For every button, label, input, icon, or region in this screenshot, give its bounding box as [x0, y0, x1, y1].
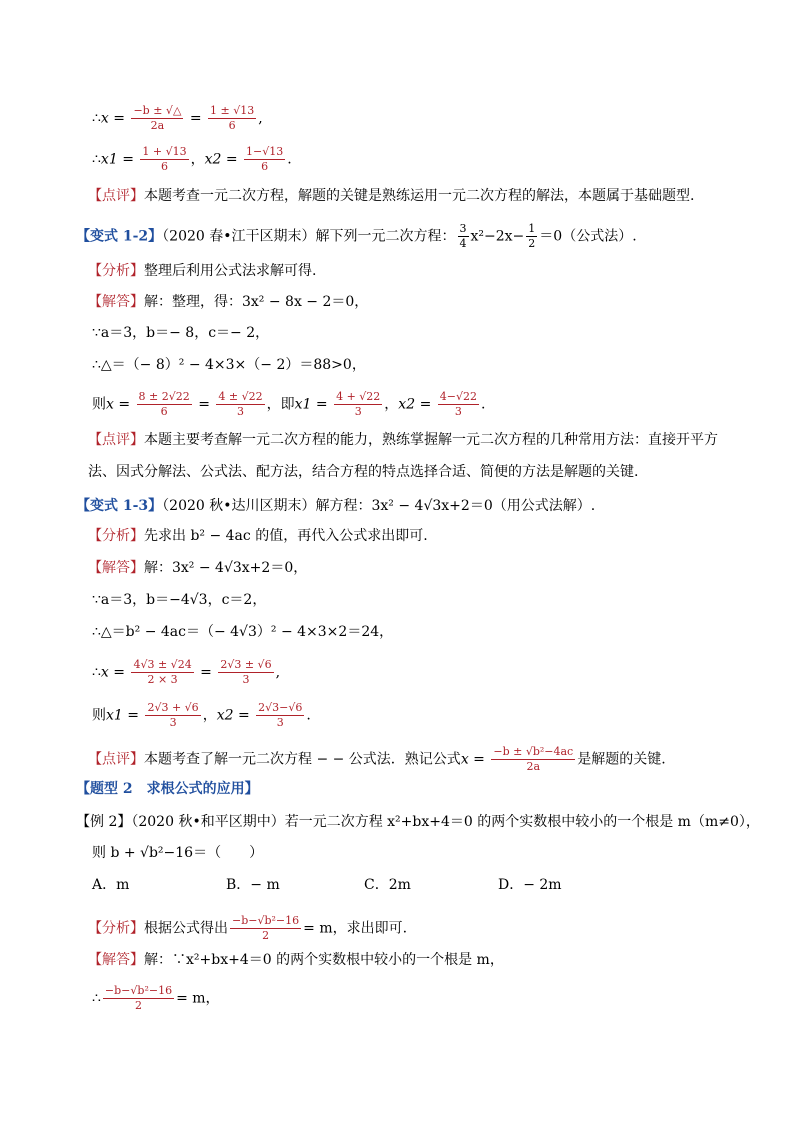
punctuation: . — [287, 151, 292, 168]
answer-1-2 — [88, 292, 368, 312]
therefore-symbol: ∴ — [92, 110, 101, 127]
option-c-text: C．2m — [364, 877, 411, 893]
discriminant-text: ∴△＝b² − 4ac＝（− 4√3）² − 4×3×2＝24， — [92, 624, 394, 640]
var-x1: x1 — [294, 396, 312, 413]
analysis-tag: 【分析】 — [88, 263, 144, 279]
comment-tail: 是解题的关键. — [577, 751, 666, 768]
equals-sign: = — [237, 707, 250, 724]
expression: b + √b²−16 — [110, 845, 194, 861]
denominator: 2a — [150, 119, 165, 132]
numerator: 1 ± √13 — [210, 104, 255, 117]
denominator: 3 — [454, 405, 462, 418]
numerator: 4 ± √22 — [218, 390, 263, 403]
fraction — [145, 701, 200, 730]
numerator: −b−√b²−16 — [104, 984, 173, 997]
variant-1-3-question — [76, 496, 595, 516]
fraction — [131, 104, 183, 133]
option-d — [498, 875, 562, 895]
fraction — [458, 222, 469, 251]
fraction — [140, 145, 188, 174]
fraction — [208, 104, 256, 133]
denominator: 2 × 3 — [147, 673, 178, 686]
punctuation: . — [306, 707, 311, 724]
option-a — [92, 875, 129, 895]
comment-text: 本题考查了解一元二次方程 − − 公式法．熟记公式 — [144, 751, 461, 768]
fraction — [244, 145, 285, 174]
equals-sign: = — [419, 396, 432, 413]
numerator: 8 ± 2√22 — [138, 390, 190, 403]
section-title-type-2 — [76, 779, 259, 799]
numerator: 1−√13 — [246, 145, 284, 158]
coefficients-text: ∵a＝3，b＝− 8，c＝− 2， — [92, 325, 270, 341]
equals-sign: = — [473, 751, 485, 768]
numerator: −b ± √b²−4ac — [493, 745, 574, 758]
answer-text: 解：3x² − 4√3x+2＝0， — [144, 560, 308, 576]
roots-line-1-2 — [92, 390, 485, 419]
therefore-symbol: ∴ — [92, 664, 101, 681]
example-2-question — [76, 812, 760, 832]
prefix: 则 — [92, 707, 106, 724]
var-x2: x2 — [204, 151, 222, 168]
blank: ＝（ ） — [193, 845, 264, 861]
equals-sign: = — [315, 396, 328, 413]
fraction — [256, 701, 304, 730]
coefficients-line — [92, 323, 269, 343]
equals-sign: = — [118, 396, 131, 413]
example-tag: 【例 2】 — [76, 814, 132, 830]
coefficients-line — [92, 590, 266, 610]
denominator: 3 — [169, 716, 177, 729]
discriminant-line — [92, 622, 393, 642]
answer-text: 解：整理，得：3x² − 8x − 2＝0， — [144, 294, 369, 310]
answer-text: 解：∵x²+bx+4＝0 的两个实数根中较小的一个根是 m， — [144, 952, 504, 968]
fraction — [218, 658, 273, 687]
roots-line-1-3 — [92, 701, 311, 730]
numerator: 4−√22 — [439, 390, 477, 403]
numerator: 1 — [528, 222, 536, 235]
var-x: x — [100, 110, 109, 127]
fraction — [526, 222, 537, 251]
equals-sign: = — [127, 707, 139, 724]
comment-text: 本题考查一元二次方程，解题的关键是熟练运用一元二次方程的解法，本题属于基础题型. — [144, 188, 695, 204]
numerator: 2√3−√6 — [258, 701, 303, 714]
coefficients-text: ∵a＝3，b＝−4√3，c＝2， — [92, 592, 267, 608]
answer-tag: 【解答】 — [88, 560, 144, 576]
denominator: 2 — [528, 237, 536, 250]
denominator: 3 — [276, 716, 284, 729]
analysis-tag: 【分析】 — [88, 528, 144, 544]
fraction — [103, 984, 174, 1013]
variant-tag: 【变式 1-2】 — [76, 228, 163, 245]
var-x: x — [460, 751, 469, 768]
equals-sign: = — [198, 396, 210, 413]
analysis-text: 根据公式得出 — [144, 920, 228, 937]
var-x2: x2 — [216, 707, 234, 724]
var-x2: x2 — [398, 396, 416, 413]
option-b-text: B．− m — [226, 877, 280, 893]
numerator: 4√3 ± √24 — [133, 658, 192, 671]
example-text: （2020 秋•和平区期中）若一元二次方程 x²+bx+4＝0 的两个实数根中较小的一个根是 m（m≠0）， — [131, 814, 760, 830]
denominator: 6 — [160, 405, 168, 418]
question-source: （2020 秋•达川区期末）解方程：3x² − 4√3x+2＝0（用公式法解）. — [162, 498, 596, 514]
therefore-symbol: ∴ — [92, 151, 101, 168]
equals-sign: = — [189, 110, 202, 127]
fraction — [438, 390, 479, 419]
answer-1-3 — [88, 558, 307, 578]
comment-text: 本题主要考查解一元二次方程的能力，熟练掌握解一元二次方程的几种常用方法：直接开平方 — [144, 432, 718, 448]
analysis-tag: 【分析】 — [88, 920, 144, 937]
analysis-text: 先求出 b² − 4ac 的值，再代入公式求出即可. — [144, 528, 428, 544]
denominator: 6 — [160, 160, 168, 173]
var-x1: x1 — [106, 707, 123, 724]
fraction — [131, 658, 193, 687]
equation-line-example-2 — [92, 984, 220, 1013]
punctuation: , — [258, 110, 263, 127]
prefix: 则 — [92, 396, 106, 413]
denominator: 2 — [135, 999, 142, 1012]
analysis-1-3 — [88, 526, 428, 546]
var-x1: x1 — [100, 151, 118, 168]
option-b — [226, 875, 280, 895]
separator: ， — [384, 396, 399, 413]
comment-paragraph-1 — [88, 186, 694, 206]
connector: ，即 — [266, 396, 295, 413]
equals-sign: = — [113, 110, 126, 127]
numerator: 3 — [459, 222, 467, 235]
var-x: x — [100, 664, 109, 681]
equation-part: ＝0（公式法）. — [539, 228, 637, 245]
example-2-question-line-2 — [92, 843, 263, 863]
denominator: 6 — [228, 119, 236, 132]
equals-sign: = — [113, 664, 126, 681]
comment-tag: 【点评】 — [88, 188, 144, 204]
solution-line-x — [92, 104, 263, 133]
comment-tag: 【点评】 — [88, 432, 144, 448]
variant-1-2-question — [76, 222, 637, 251]
equals-sign: = — [200, 664, 212, 681]
separator: ， — [202, 707, 217, 724]
question-source: （2020 春•江干区期末）解下列一元二次方程： — [162, 228, 456, 245]
comment-1-2-line-1 — [88, 430, 718, 450]
var-x: x — [106, 396, 114, 413]
option-a-text: A．m — [92, 877, 130, 893]
solution-line-roots — [92, 145, 292, 174]
numerator: 4 + √22 — [336, 390, 381, 403]
equation-part: x²−2x− — [470, 228, 525, 245]
equation-tail: = m， — [176, 990, 220, 1007]
fraction — [334, 390, 382, 419]
analysis-example-2 — [88, 914, 407, 943]
answer-tag: 【解答】 — [88, 952, 144, 968]
variant-tag: 【变式 1-3】 — [76, 498, 163, 514]
comment-1-2-line-2 — [88, 462, 638, 482]
therefore-symbol: ∴ — [92, 990, 101, 1007]
comment-1-3 — [88, 745, 666, 774]
analysis-text: 整理后利用公式法求解可得. — [144, 263, 317, 279]
denominator: 6 — [261, 160, 269, 173]
denominator: 4 — [459, 237, 467, 250]
equals-sign: = — [225, 151, 238, 168]
denominator: 3 — [242, 673, 250, 686]
numerator: −b ± √△ — [133, 104, 182, 117]
option-d-text: D．− 2m — [498, 877, 562, 893]
denominator: 2a — [526, 760, 541, 773]
punctuation: . — [480, 396, 486, 413]
numerator: 2√3 + √6 — [147, 701, 199, 714]
answer-example-2 — [88, 950, 504, 970]
numerator: 2√3 ± √6 — [220, 658, 272, 671]
separator: ， — [190, 151, 205, 168]
formula-fraction — [491, 745, 575, 774]
analysis-tail: = m，求出即可. — [303, 920, 408, 937]
fraction — [216, 390, 264, 419]
solution-line-x-1-3 — [92, 658, 280, 687]
answer-tag: 【解答】 — [88, 294, 144, 310]
denominator: 3 — [237, 405, 245, 418]
numerator: −b−√b²−16 — [232, 914, 300, 927]
numerator: 1 + √13 — [142, 145, 187, 158]
section-title: 【题型 2 求根公式的应用】 — [76, 781, 259, 797]
prefix: 则 — [92, 845, 106, 861]
discriminant-line — [92, 355, 366, 375]
comment-text: 法、因式分解法、公式法、配方法，结合方程的特点选择合适、简便的方法是解题的关键. — [88, 464, 639, 480]
discriminant-text: ∴△＝（− 8）² − 4×3×（− 2）＝88>0， — [92, 357, 366, 373]
equals-sign: = — [122, 151, 134, 168]
analysis-1-2 — [88, 261, 316, 281]
denominator: 2 — [262, 929, 270, 942]
fraction — [137, 390, 192, 419]
comment-tag: 【点评】 — [88, 751, 144, 768]
punctuation: , — [275, 664, 281, 681]
denominator: 3 — [354, 405, 362, 418]
option-c — [364, 875, 411, 895]
fraction — [230, 914, 301, 943]
